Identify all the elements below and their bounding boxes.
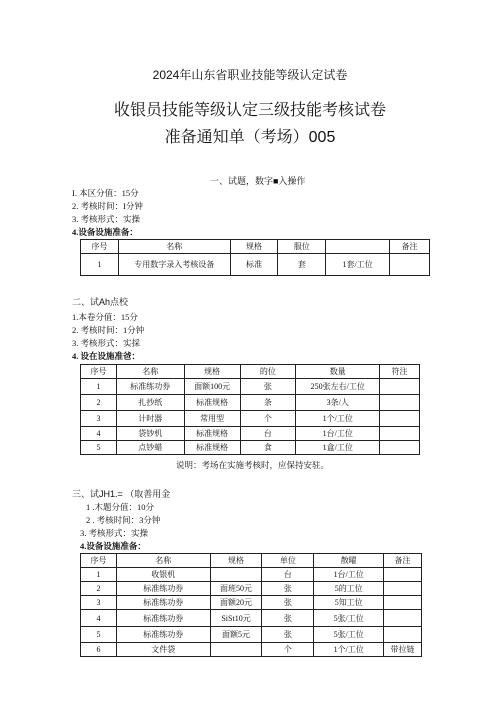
section2-line: 2. 考核时间：1分钟	[72, 325, 145, 335]
table-cell: 面班50元	[210, 582, 262, 596]
notice-title: 准备通知单（考场）005	[164, 129, 336, 146]
table-cell	[384, 596, 422, 610]
table-cell: 标准	[230, 254, 278, 276]
table-cell: 文件袋	[116, 643, 210, 657]
table-cell: 3	[81, 596, 117, 610]
table-cell: 标准规格	[184, 395, 240, 411]
section1-line: 3. 考核形式：实操	[72, 214, 141, 224]
table-header: 备注	[384, 554, 422, 568]
table-row	[81, 441, 420, 455]
paper-title: 收银员技能等级认定三级技能考核试卷	[113, 102, 386, 119]
table-cell: 标准练功券	[116, 379, 184, 395]
table-cell: 张	[262, 627, 314, 643]
table-cell: 标准规格	[184, 427, 240, 441]
section2-note: 说明：考场在实施考核时，应保持安驻。	[176, 460, 330, 470]
table-cell: 2	[81, 582, 117, 596]
table-cell	[384, 582, 422, 596]
table-header: 数量	[296, 365, 380, 379]
table-cell: 4	[81, 610, 117, 627]
table-cell: 5张/工位	[314, 627, 384, 643]
table-cell: 6	[81, 643, 117, 657]
table-header: 名称	[116, 365, 184, 379]
section3-heading: 三、试JH1.= （取善用金	[72, 489, 171, 499]
table-cell: 套	[278, 254, 326, 276]
table-cell: 1台/工位	[314, 568, 384, 582]
table-cell: 1个/工位	[296, 411, 380, 427]
table-cell: 收银机	[116, 568, 210, 582]
exam-title: 2024年山东省职业技能等级认定试卷	[152, 68, 348, 82]
table-cell	[384, 568, 422, 582]
section2-table	[80, 364, 420, 455]
table-row	[81, 395, 420, 411]
table-cell: 张	[262, 582, 314, 596]
table-row	[81, 643, 422, 657]
section1-line: 4.设备设施准备：	[72, 227, 138, 237]
table-header-row	[81, 365, 420, 379]
table-cell: 台	[240, 427, 296, 441]
table-cell: 1	[81, 379, 117, 395]
table-cell: 1	[81, 254, 119, 276]
table-cell: 1个/工位	[314, 643, 384, 657]
section3-line: 4.设备设施准备：	[80, 541, 146, 551]
table-header: 符注	[380, 365, 420, 379]
table-cell: 250张左右/工位	[296, 379, 380, 395]
table-row	[81, 568, 422, 582]
table-cell	[384, 627, 422, 643]
section1-heading: 一、试题，数字■入操作	[210, 176, 306, 186]
table-cell: 张	[262, 610, 314, 627]
table-row	[81, 596, 422, 610]
table-cell: 5	[81, 441, 117, 455]
table-cell	[210, 568, 262, 582]
table-cell: 面额100元	[184, 379, 240, 395]
section1-line: 2. 考核时间：I分钟	[72, 201, 143, 211]
table-header-row	[81, 554, 422, 568]
table-cell: 袋钞机	[116, 427, 184, 441]
table-cell: 3条/人	[296, 395, 380, 411]
table-cell: 标准练功券	[116, 596, 210, 610]
section3-line: 1 .木题分值：10分	[86, 502, 155, 512]
table-header: 单位	[262, 554, 314, 568]
table-header: 散曜	[314, 554, 384, 568]
table-cell	[380, 395, 420, 411]
table-cell: 张	[262, 596, 314, 610]
table-cell: 食	[240, 441, 296, 455]
table-cell: 5张/工位	[314, 610, 384, 627]
table-header: 名称	[118, 240, 230, 254]
table-cell: 5	[81, 627, 117, 643]
table-header: 服位	[278, 240, 326, 254]
table-row	[81, 427, 420, 441]
table-cell	[390, 254, 430, 276]
table-header: 规格	[210, 554, 262, 568]
table-cell: 3	[81, 411, 117, 427]
table-header: 规格	[230, 240, 278, 254]
table-cell	[380, 441, 420, 455]
table-row	[81, 582, 422, 596]
section2-heading: 二、试Ah点校	[72, 297, 129, 307]
table-row	[81, 610, 422, 627]
section1-line: I. 本区分值：15分	[72, 188, 139, 198]
table-cell	[210, 643, 262, 657]
table-cell: 专用数字录入考核设备	[118, 254, 230, 276]
table-cell: 标准练功券	[116, 610, 210, 627]
section3-line: 3. 考核形式：实操	[80, 528, 149, 538]
table-cell	[380, 379, 420, 395]
table-cell: 5知工位	[314, 596, 384, 610]
table-row	[81, 627, 422, 643]
table-cell: 1盒/工位	[296, 441, 380, 455]
table-cell: 计时器	[116, 411, 184, 427]
table-cell: 2	[81, 395, 117, 411]
table-cell: 1套/工位	[326, 254, 390, 276]
table-cell	[384, 610, 422, 627]
table-cell: 面额5元	[210, 627, 262, 643]
table-cell: 5的工位	[314, 582, 384, 596]
table-header: 序号	[81, 554, 117, 568]
table-row	[81, 379, 420, 395]
section3-line: 2 . 考核时间：3分钟	[86, 515, 161, 525]
table-cell: 标准练功券	[116, 582, 210, 596]
table-row	[81, 254, 430, 276]
table-header: 序号	[81, 240, 119, 254]
table-header: 序号	[81, 365, 117, 379]
section2-line: 4. 设在设施准爸：	[72, 351, 141, 361]
table-header	[326, 240, 390, 254]
table-cell: 点钞蜡	[116, 441, 184, 455]
table-cell	[380, 427, 420, 441]
table-row	[81, 411, 420, 427]
table-cell: 台	[262, 568, 314, 582]
table-cell: SiSt10元	[210, 610, 262, 627]
section1-table	[80, 239, 430, 276]
table-cell: 标准练功券	[116, 627, 210, 643]
table-cell: 常用型	[184, 411, 240, 427]
table-cell: 标准规格	[184, 441, 240, 455]
table-header: 规格	[184, 365, 240, 379]
table-cell: 面额20元	[210, 596, 262, 610]
table-cell: 张	[240, 379, 296, 395]
table-cell	[380, 411, 420, 427]
table-header-row	[81, 240, 430, 254]
table-cell: 1台/工位	[296, 427, 380, 441]
table-cell: 个	[262, 643, 314, 657]
table-header: 名称	[116, 554, 210, 568]
table-header: 的位	[240, 365, 296, 379]
table-header: 备注	[390, 240, 430, 254]
table-cell: 带拉链	[384, 643, 422, 657]
section2-line: 1.本卷分值：15分	[72, 312, 138, 322]
section3-table	[80, 553, 422, 657]
table-cell: 1	[81, 568, 117, 582]
table-cell: 个	[240, 411, 296, 427]
section2-line: 3. 考核形式：实採	[72, 338, 141, 348]
table-cell: 条	[240, 395, 296, 411]
table-cell: 扎抄纸	[116, 395, 184, 411]
table-cell: 4	[81, 427, 117, 441]
